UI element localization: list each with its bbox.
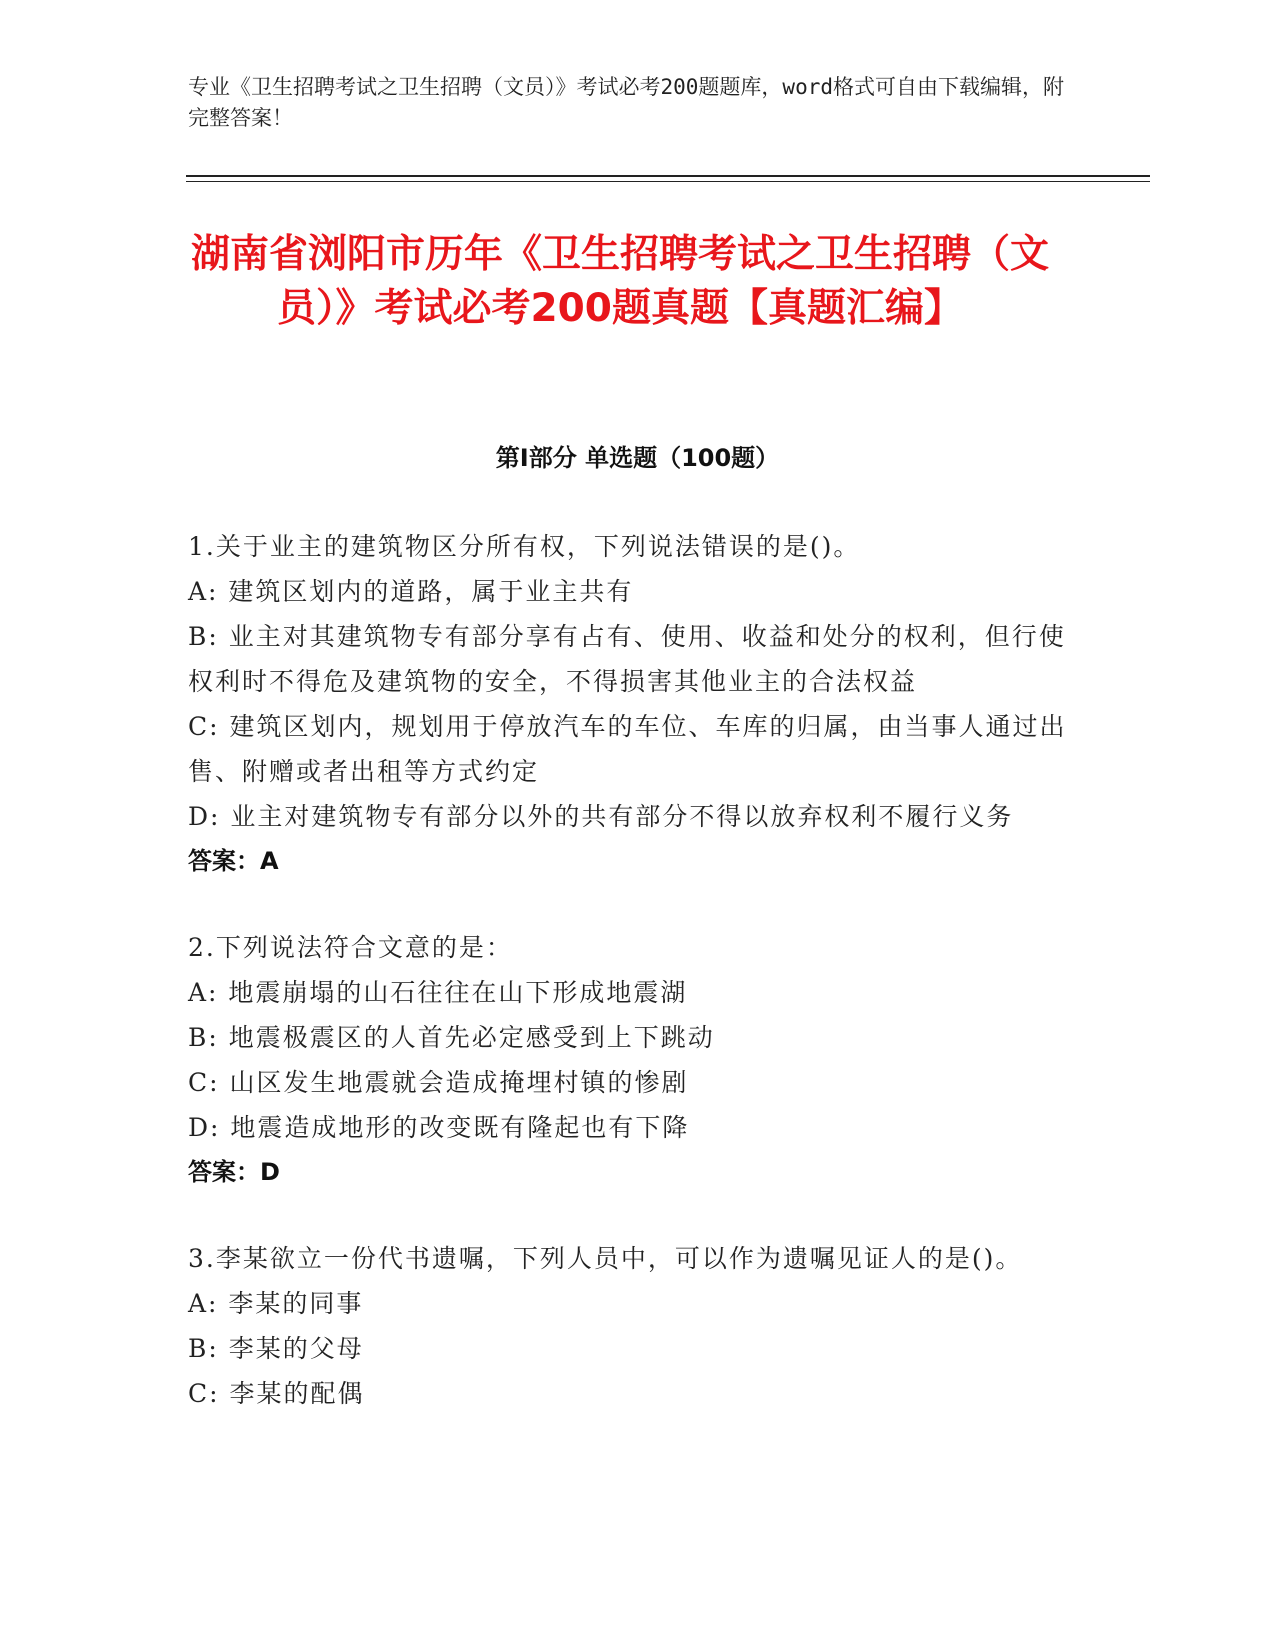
option-c: C: 建筑区划内，规划用于停放汽车的车位、车库的归属，由当事人通过出售、附赠或者出租等方式约定 — [188, 712, 1067, 786]
option-c: C: 山区发生地震就会造成掩埋村镇的惨剧 — [188, 1068, 689, 1097]
question-3 — [188, 1236, 1068, 1416]
option-c: C: 李某的配偶 — [188, 1379, 365, 1408]
section-title: 第I部分 单选题（100题） — [495, 444, 780, 472]
option-b: B: 地震极震区的人首先必定感受到上下跳动 — [188, 1023, 715, 1052]
answer: 答案：D — [188, 1158, 280, 1186]
question-stem: 3.李某欲立一份代书遗嘱，下列人员中，可以作为遗嘱见证人的是()。 — [188, 1244, 1023, 1273]
option-a: A: 李某的同事 — [188, 1289, 364, 1318]
option-d: D: 业主对建筑物专有部分以外的共有部分不得以放弃权利不履行义务 — [188, 802, 1014, 831]
question-1 — [188, 524, 1068, 883]
header-note: 专业《卫生招聘考试之卫生招聘（文员）》考试必考200题题库，word格式可自由下载编辑，附完整答案！ — [188, 75, 1064, 130]
header-rule-thin — [186, 181, 1150, 182]
option-b: B: 李某的父母 — [188, 1334, 364, 1363]
option-a: A: 地震崩塌的山石往往在山下形成地震湖 — [188, 978, 688, 1007]
answer: 答案：A — [188, 847, 279, 875]
document-title: 湖南省浏阳市历年《卫生招聘考试之卫生招聘（文员）》考试必考200题真题【真题汇编】 — [190, 232, 1049, 331]
question-list — [188, 524, 1068, 1458]
header-rule-thick — [186, 175, 1150, 177]
option-a: A: 建筑区划内的道路，属于业主共有 — [188, 577, 634, 606]
option-b: B: 业主对其建筑物专有部分享有占有、使用、收益和处分的权利，但行使权利时不得危及建筑物的安全，不得损害其他业主的合法权益 — [188, 622, 1066, 696]
question-2 — [188, 925, 1068, 1194]
option-d: D: 地震造成地形的改变既有隆起也有下降 — [188, 1113, 690, 1142]
question-stem: 1.关于业主的建筑物区分所有权，下列说法错误的是()。 — [188, 532, 861, 561]
question-stem: 2.下列说法符合文意的是： — [188, 933, 513, 962]
